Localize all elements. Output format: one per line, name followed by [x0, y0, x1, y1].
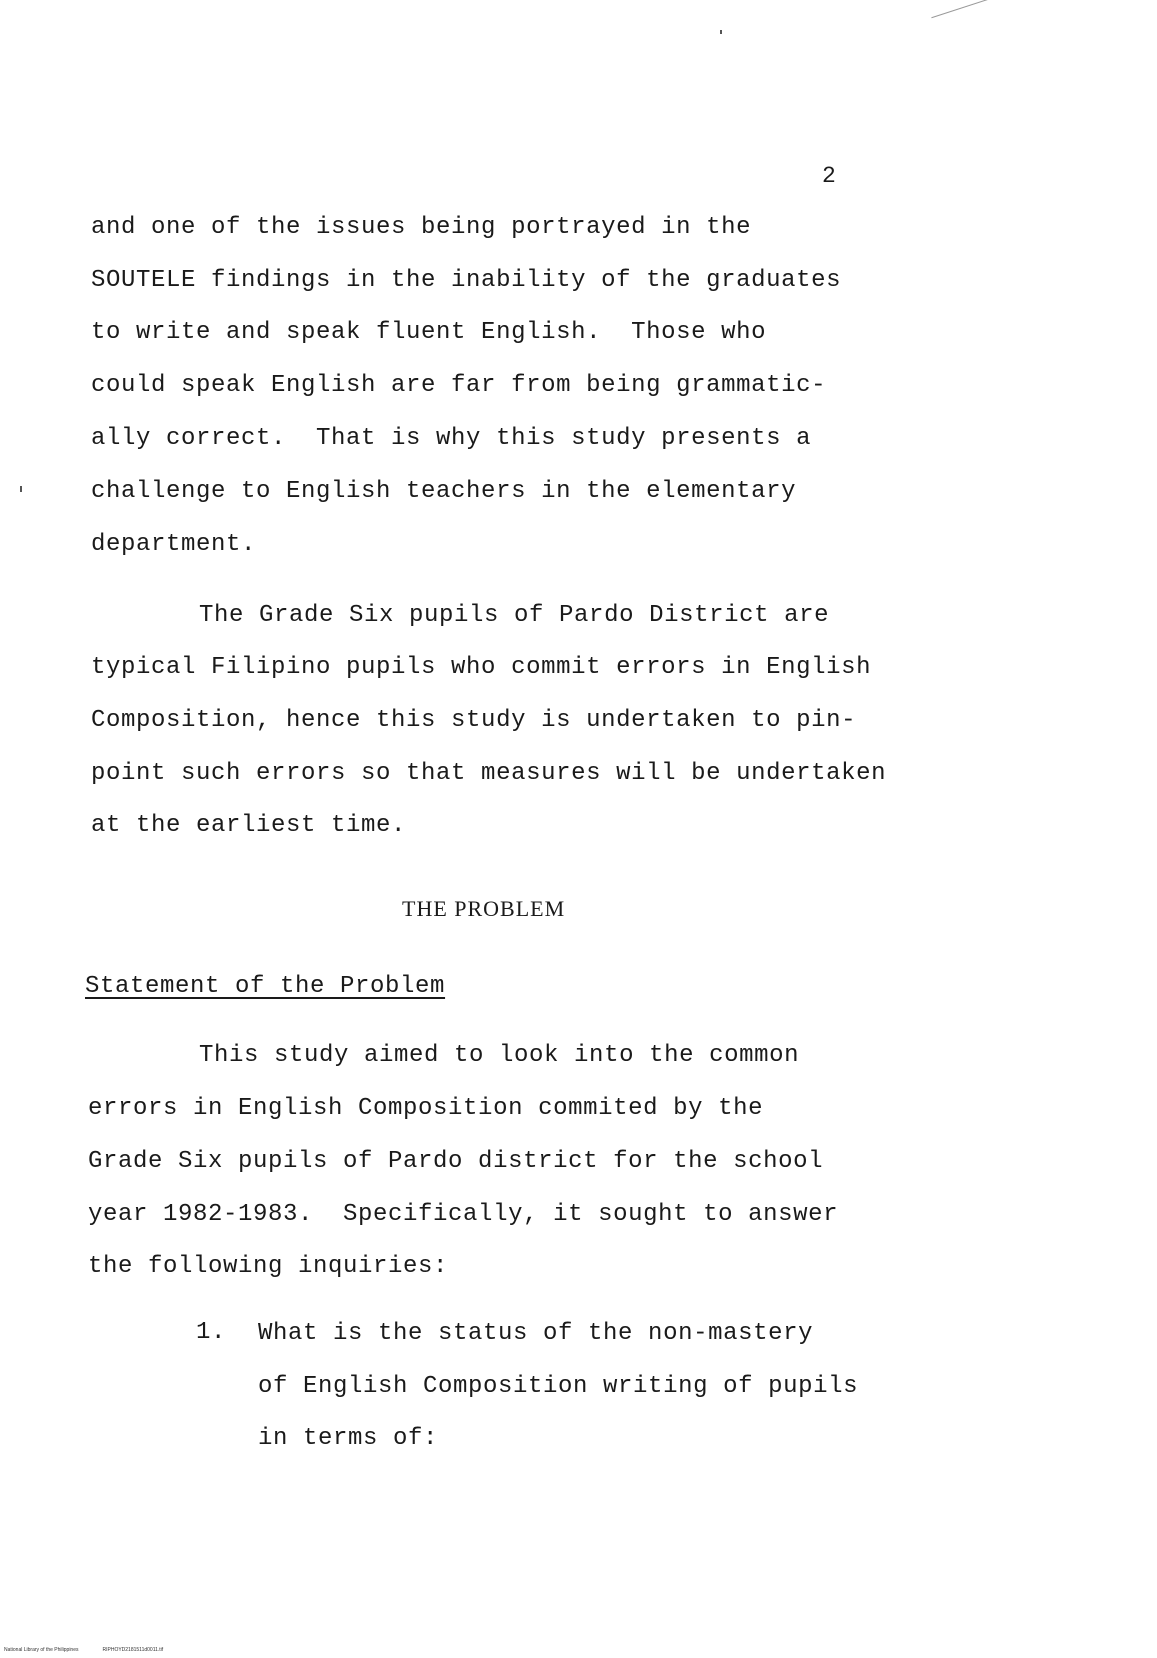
text-line: Composition, hence this study is undertaken to pin-	[91, 707, 857, 734]
scan-footer	[4, 1647, 163, 1653]
text-line: SOUTELE findings in the inability of the graduates	[91, 267, 842, 294]
scan-speck	[20, 486, 22, 492]
text-line: at the earliest time.	[91, 812, 407, 839]
page-number: 2	[822, 163, 837, 189]
text-line: department.	[91, 531, 257, 558]
file-code: RIPHOYD2181511d0011.tif	[102, 1647, 164, 1653]
list-number: 1.	[196, 1319, 227, 1346]
text-line: Grade Six pupils of Pardo district for the school	[88, 1148, 824, 1175]
section-heading: THE PROBLEM	[402, 896, 566, 921]
text-line: challenge to English teachers in the elementary	[91, 478, 797, 505]
text-line: point such errors so that measures will be undertaken	[91, 760, 887, 787]
subheading: Statement of the Problem	[85, 973, 446, 1000]
scan-speck	[931, 0, 988, 18]
text-line: This study aimed to look into the common	[199, 1042, 800, 1069]
text-line: The Grade Six pupils of Pardo District are	[199, 602, 830, 629]
text-line: in terms of:	[258, 1425, 439, 1452]
text-line: typical Filipino pupils who commit errors in English	[91, 654, 872, 681]
text-line: ally correct. That is why this study presents a	[91, 425, 812, 452]
library-name: National Library of the Philippines	[4, 1647, 79, 1653]
text-line: to write and speak fluent English. Those who	[91, 319, 767, 346]
scan-speck	[720, 30, 722, 34]
text-line: of English Composition writing of pupils	[258, 1373, 859, 1400]
text-line: What is the status of the non-mastery	[258, 1320, 814, 1347]
text-line: errors in English Composition commited by the	[88, 1095, 764, 1122]
text-line: could speak English are far from being grammatic-	[91, 372, 827, 399]
text-line: and one of the issues being portrayed in the	[91, 214, 752, 241]
text-line: year 1982-1983. Specifically, it sought to answer	[88, 1201, 839, 1228]
text-line: the following inquiries:	[88, 1253, 449, 1280]
